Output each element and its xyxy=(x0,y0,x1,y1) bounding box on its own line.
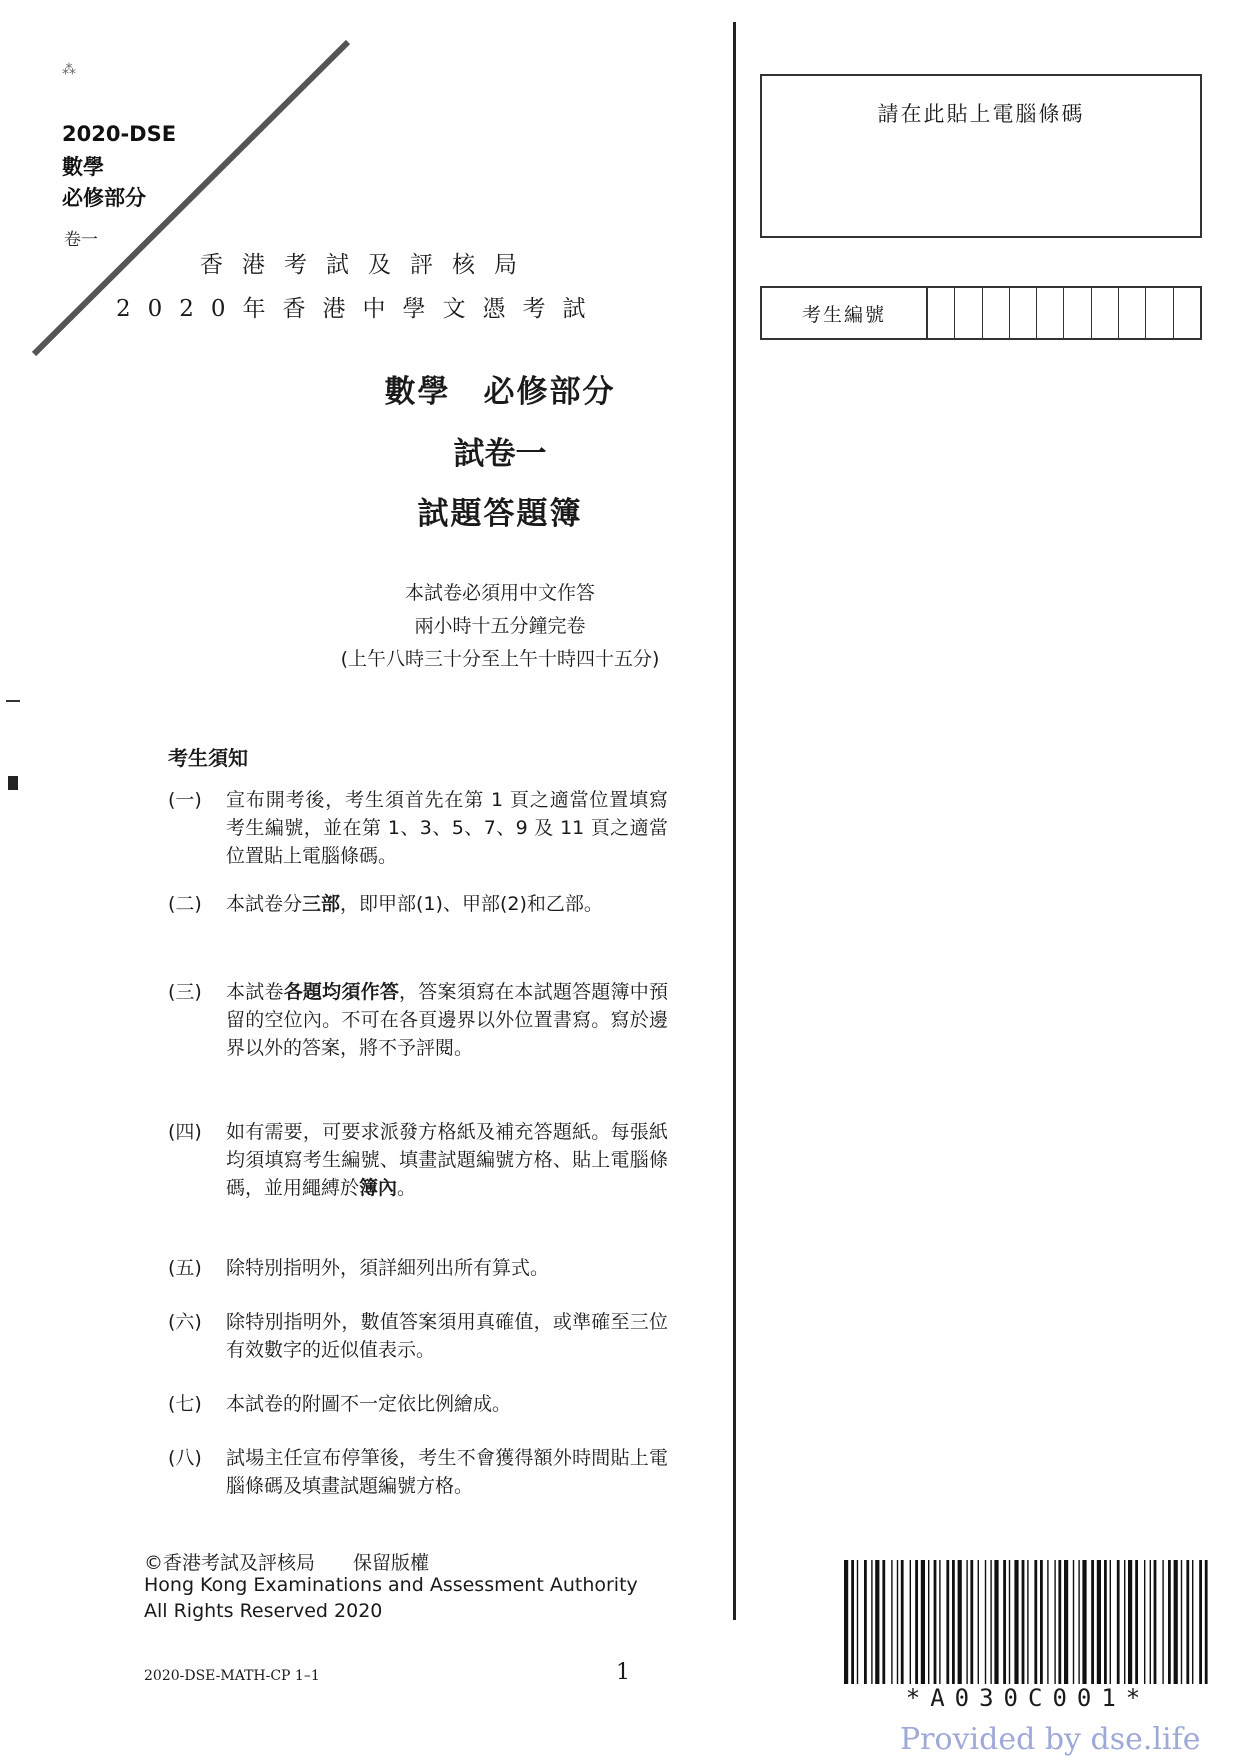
barcode-bar xyxy=(1073,1560,1074,1684)
barcode-bar xyxy=(871,1560,872,1684)
instruction-text-part: 本試卷 xyxy=(226,981,284,1003)
barcode-bar xyxy=(915,1560,918,1684)
barcode-bar xyxy=(1027,1560,1028,1684)
exam-name: 2020年香港中學文憑考試 xyxy=(116,296,603,322)
barcode-bar xyxy=(1064,1560,1068,1684)
candidate-digit-cell[interactable] xyxy=(1064,288,1091,338)
instruction-text: 除特別指明外，須詳細列出所有算式。 xyxy=(226,1257,550,1279)
barcode-bar xyxy=(958,1560,962,1684)
page-number: 1 xyxy=(616,1660,630,1685)
barcode-bar xyxy=(1192,1560,1193,1684)
watermark: Provided by dse.life xyxy=(900,1722,1201,1757)
barcode-bar xyxy=(946,1560,949,1684)
instruction-text-part: ，答案須寫在本試題答題簿中預留的空位內。不可在各頁邊界以外位置書寫。寫於邊界以外的答案，將不予評閱。 xyxy=(226,981,668,1059)
barcode-bar xyxy=(1022,1560,1025,1684)
barcode-bar xyxy=(844,1560,848,1684)
candidate-number-box xyxy=(760,286,1202,340)
copyright-reserved: All Rights Reserved 2020 xyxy=(144,1600,383,1622)
instruction-item xyxy=(168,1308,668,1368)
barcode-bar xyxy=(970,1560,973,1684)
hkeaa-logo-icon: ⁂ xyxy=(62,62,75,78)
barcode-bar xyxy=(1135,1560,1138,1684)
barcode-bar xyxy=(1144,1560,1145,1684)
barcode-bar xyxy=(928,1560,929,1684)
instruction-bold-text: 簿內 xyxy=(359,1177,398,1199)
barcode-bar xyxy=(901,1560,904,1684)
barcode-bar xyxy=(1054,1560,1055,1684)
candidate-digit-cell[interactable] xyxy=(1119,288,1146,338)
barcode-bar xyxy=(1040,1560,1043,1684)
barcode-bar xyxy=(1110,1560,1111,1684)
instruction-text-part: 本試卷分 xyxy=(226,893,303,915)
paper-code: 2020-DSE-MATH-CP 1–1 xyxy=(144,1668,320,1684)
barcode-bar xyxy=(882,1560,885,1684)
instruction-text: 試場主任宣布停筆後，考生不會獲得額外時間貼上電腦條碼及填畫試題編號方格。 xyxy=(226,1447,668,1497)
barcode-bar xyxy=(1154,1560,1157,1684)
barcode-bar xyxy=(1205,1560,1208,1684)
barcode-bar xyxy=(1186,1560,1189,1684)
barcode-bar xyxy=(1014,1560,1018,1684)
copyright-authority: Hong Kong Examinations and Assessment Authority xyxy=(144,1574,638,1596)
barcode-bar xyxy=(1104,1560,1107,1684)
instruction-bold-text: 各題均須作答 xyxy=(283,981,400,1003)
barcode-bar xyxy=(985,1560,986,1684)
instruction-item xyxy=(168,978,668,1093)
barcode-bar xyxy=(1003,1560,1006,1684)
barcode-bar xyxy=(939,1560,940,1684)
barcode-bar xyxy=(897,1560,898,1684)
barcode-bar xyxy=(994,1560,998,1684)
title-booklet: 試題答題簿 xyxy=(417,496,583,532)
candidate-digit-cell[interactable] xyxy=(955,288,982,338)
barcode-bar xyxy=(1168,1560,1171,1684)
instruction-number: (七) xyxy=(168,1393,202,1415)
barcode-bar xyxy=(1034,1560,1037,1684)
instruction-text xyxy=(226,890,668,918)
barcode-bar xyxy=(1117,1560,1120,1684)
instruction-item xyxy=(168,1390,668,1420)
candidate-digit-cell[interactable] xyxy=(1092,288,1119,338)
candidate-digit-cell[interactable] xyxy=(1010,288,1037,338)
instruction-number: (二) xyxy=(168,893,202,915)
instruction-item xyxy=(168,1254,668,1284)
barcode-bar xyxy=(1128,1560,1132,1684)
instruction-bold-text: 三部 xyxy=(302,893,341,915)
subject-label: 數學 xyxy=(62,155,104,179)
instruction-text: 宣布開考後，考生須首先在第 1 頁之適當位置填寫考生編號，並在第 1、3、5、7、9 及 11 頁之適當位置貼上電腦條碼。 xyxy=(226,789,668,867)
barcode-bar xyxy=(1199,1560,1202,1684)
instruction-item xyxy=(168,890,668,950)
barcode-bar xyxy=(864,1560,867,1684)
candidate-number-cells xyxy=(928,288,1200,338)
instruction-number: (三) xyxy=(168,981,202,1003)
barcode-bar xyxy=(1058,1560,1061,1684)
barcode-sticker-label: 請在此貼上電腦條碼 xyxy=(877,102,1085,126)
language-note: 本試卷必須用中文作答 xyxy=(404,582,595,604)
copyright-line: ©香港考試及評核局 保留版權 xyxy=(144,1552,430,1574)
candidate-digit-cell[interactable] xyxy=(1037,288,1064,338)
candidate-digit-cell[interactable] xyxy=(1146,288,1173,338)
barcode-bar xyxy=(1150,1560,1151,1684)
barcode-bar xyxy=(1091,1560,1094,1684)
barcode-bar xyxy=(966,1560,967,1684)
candidate-digit-cell[interactable] xyxy=(983,288,1010,338)
barcode-bar xyxy=(921,1560,925,1684)
instruction-item xyxy=(168,786,668,876)
authority-name: 香港考試及評核局 xyxy=(200,252,536,278)
barcode-bar xyxy=(891,1560,892,1684)
barcode-bar xyxy=(952,1560,955,1684)
instructions-heading: 考生須知 xyxy=(168,746,248,770)
barcode-bar xyxy=(1174,1560,1178,1684)
instruction-number: (八) xyxy=(168,1447,202,1469)
instruction-text: 本試卷的附圖不一定依比例繪成。 xyxy=(226,1393,512,1415)
barcode-bar xyxy=(1162,1560,1163,1684)
instruction-number: (四) xyxy=(168,1121,202,1143)
time-range-note: (上午八時三十分至上午十時四十五分) xyxy=(340,648,660,670)
instruction-number: (五) xyxy=(168,1257,202,1279)
barcode-bar xyxy=(990,1560,991,1684)
part-label: 必修部分 xyxy=(62,186,146,210)
instruction-item xyxy=(168,1118,668,1233)
title-subject: 數學 必修部分 xyxy=(384,374,616,410)
paper-label-small: 卷一 xyxy=(64,230,98,250)
barcode-graphic xyxy=(842,1560,1214,1684)
barcode-bar xyxy=(851,1560,854,1684)
barcode-bar xyxy=(1124,1560,1125,1684)
instruction-number: (一) xyxy=(168,789,202,811)
instruction-text: 除特別指明外，數值答案須用真確值，或準確至三位有效數字的近似值表示。 xyxy=(226,1311,668,1361)
candidate-number-label: 考生編號 xyxy=(762,288,928,338)
vertical-divider xyxy=(733,22,736,1620)
barcode-bar xyxy=(1181,1560,1182,1684)
duration-note: 兩小時十五分鐘完卷 xyxy=(414,615,586,637)
title-paper: 試卷一 xyxy=(453,436,547,472)
barcode-bar xyxy=(1047,1560,1048,1684)
barcode-bar xyxy=(910,1560,911,1684)
instruction-text-part: 。 xyxy=(397,1177,417,1199)
candidate-digit-cell[interactable] xyxy=(928,288,955,338)
barcode-bar xyxy=(875,1560,879,1684)
instruction-text xyxy=(226,1118,668,1202)
barcode-bar xyxy=(978,1560,979,1684)
exam-code: 2020-DSE xyxy=(62,122,177,146)
instruction-text xyxy=(226,978,668,1062)
candidate-digit-cell[interactable] xyxy=(1174,288,1200,338)
barcode-bar xyxy=(1009,1560,1010,1684)
instruction-item xyxy=(168,1444,668,1504)
instruction-text-part: 如有需要，可要求派發方格紙及補充答題紙。每張紙均須填寫考生編號、填畫試題編號方格、貼上電腦條碼，並用繩縛於 xyxy=(226,1121,668,1199)
instruction-number: (六) xyxy=(168,1311,202,1333)
barcode-bar xyxy=(1097,1560,1101,1684)
barcode-bar xyxy=(1078,1560,1079,1684)
barcode-bar xyxy=(1082,1560,1086,1684)
barcode-bar xyxy=(934,1560,937,1684)
instruction-text-part: ，即甲部(1)、甲部(2)和乙部。 xyxy=(340,893,603,915)
barcode-bar xyxy=(857,1560,858,1684)
barcode-text: *A030C001* xyxy=(905,1684,1151,1712)
